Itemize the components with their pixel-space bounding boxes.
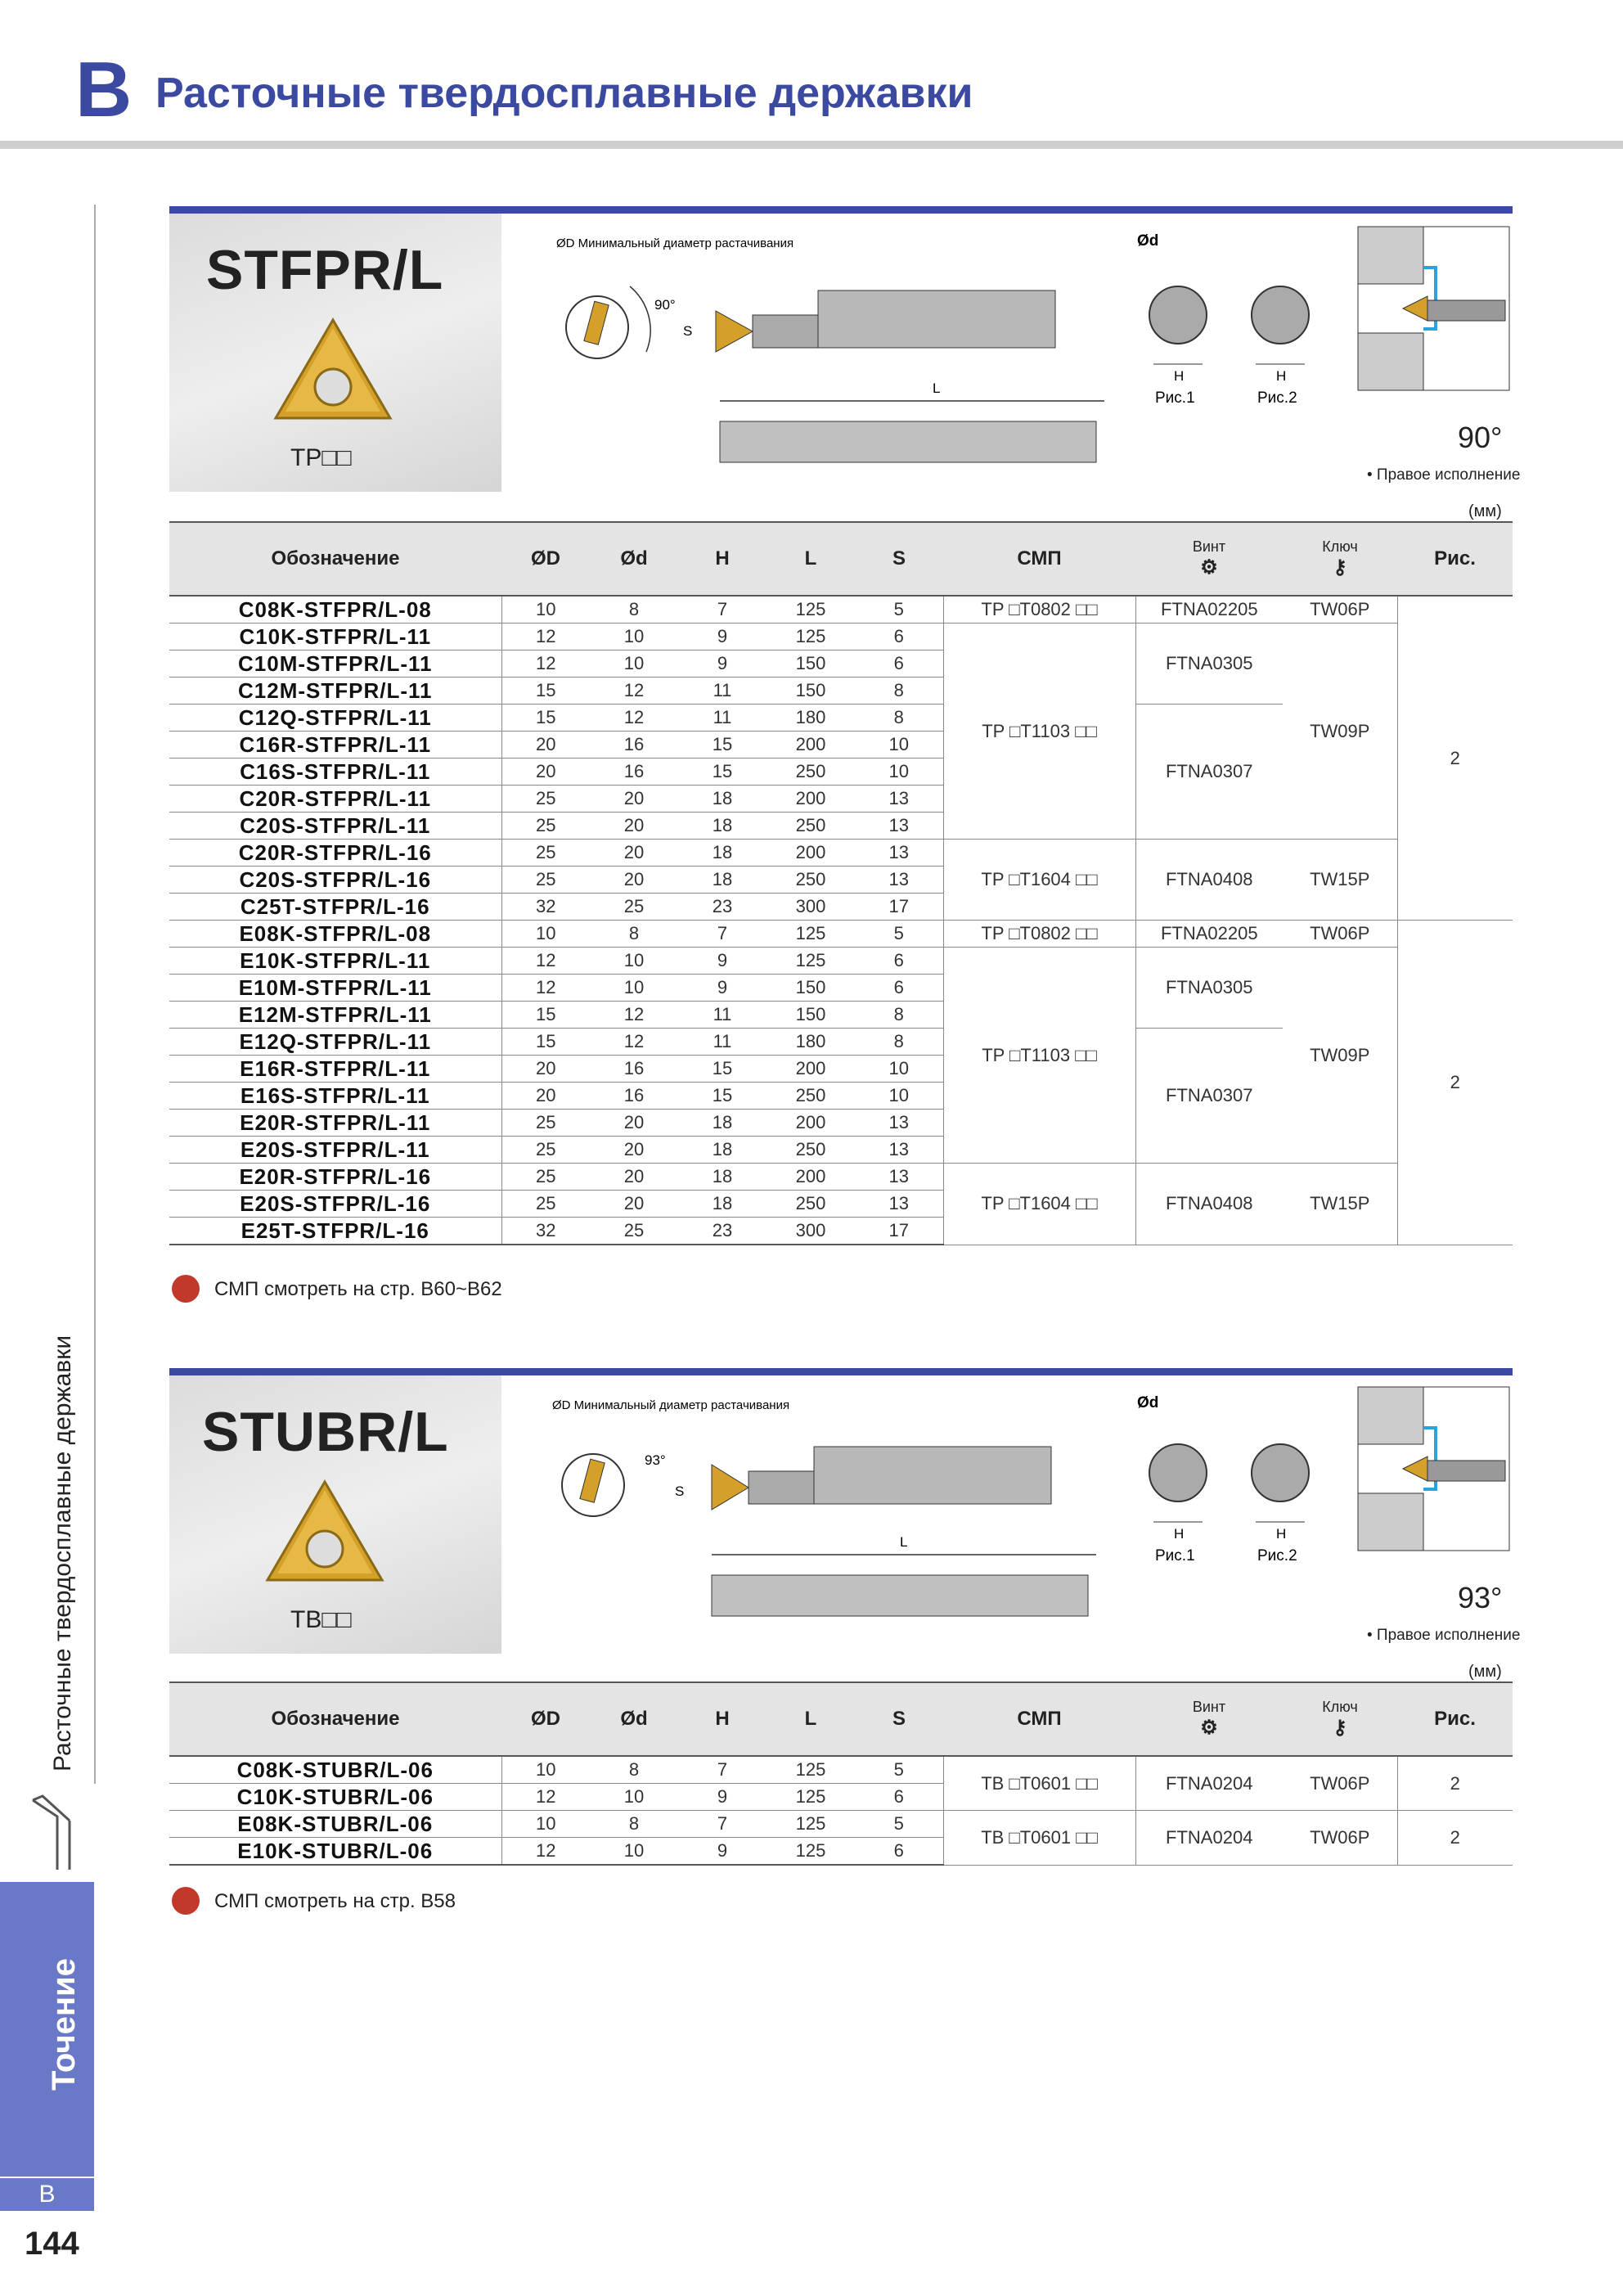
value-cell: 17 <box>855 1218 943 1245</box>
code-cell: C25T-STFPR/L-16 <box>169 894 501 921</box>
code-cell: E10K-STFPR/L-11 <box>169 948 501 975</box>
value-cell: 250 <box>767 867 855 894</box>
screw-cell: FTNA0408 <box>1135 840 1283 921</box>
value-cell: 150 <box>767 1002 855 1029</box>
value-cell: 20 <box>501 1056 590 1083</box>
col-H: H <box>678 522 767 596</box>
value-cell: 25 <box>501 1110 590 1137</box>
value-cell: 200 <box>767 1110 855 1137</box>
code-cell: E20R-STFPR/L-11 <box>169 1110 501 1137</box>
value-cell: 23 <box>678 894 767 921</box>
code-cell: E10M-STFPR/L-11 <box>169 975 501 1002</box>
col-L: L <box>767 522 855 596</box>
value-cell: 17 <box>855 894 943 921</box>
code-cell: C20S-STFPR/L-16 <box>169 867 501 894</box>
screw-icon: ⚙ <box>1200 1717 1218 1739</box>
value-cell: 10 <box>501 921 590 948</box>
key-cell: TW06P <box>1283 1811 1397 1866</box>
value-cell: 250 <box>767 1137 855 1164</box>
key-cell: TW15P <box>1283 1164 1397 1245</box>
col-D: ØD <box>501 1682 590 1756</box>
col-key: Ключ ⚷ <box>1283 1682 1397 1756</box>
value-cell: 250 <box>767 759 855 786</box>
value-cell: 11 <box>678 705 767 732</box>
unit-label: (мм) <box>1468 1663 1502 1681</box>
value-cell: 200 <box>767 1164 855 1191</box>
value-cell: 25 <box>501 1137 590 1164</box>
key-cell: TW09P <box>1283 948 1397 1164</box>
angle-label: 90° <box>654 297 676 313</box>
boring-tool-icon <box>25 1792 82 1874</box>
side-letter: B <box>38 2181 56 2208</box>
value-cell: 25 <box>590 1218 678 1245</box>
value-cell: 200 <box>767 732 855 759</box>
smp-cell: TB □T0601 □□ <box>943 1811 1135 1866</box>
h-label: H <box>1174 1526 1185 1542</box>
value-cell: 200 <box>767 840 855 867</box>
info-icon <box>172 1275 200 1303</box>
code-cell: C10K-STFPR/L-11 <box>169 624 501 651</box>
note: СМП смотреть на стр. B58 <box>214 1890 456 1912</box>
screw-cell: FTNA0408 <box>1135 1164 1283 1245</box>
side-tab-label: Точение <box>46 1958 82 2091</box>
code-cell: C16R-STFPR/L-11 <box>169 732 501 759</box>
fig-cell: 2 <box>1397 1756 1513 1811</box>
hand-note: • Правое исполнение <box>1367 1627 1521 1644</box>
value-cell: 20 <box>590 786 678 813</box>
code-cell: E10K-STUBR/L-06 <box>169 1838 501 1866</box>
fig1-label: Рис.1 <box>1155 1547 1195 1564</box>
code-cell: E12M-STFPR/L-11 <box>169 1002 501 1029</box>
fig1-label: Рис.1 <box>1155 389 1195 407</box>
tool-dimension-diagram <box>548 1383 1121 1628</box>
col-code: Обозначение <box>169 1682 501 1756</box>
code-cell: E25T-STFPR/L-16 <box>169 1218 501 1245</box>
col-d: Ød <box>590 522 678 596</box>
machining-diagram <box>1354 223 1513 394</box>
value-cell: 25 <box>501 867 590 894</box>
value-cell: 20 <box>501 732 590 759</box>
fig2-label: Рис.2 <box>1257 389 1297 407</box>
insert-label: TB□□ <box>290 1606 352 1633</box>
value-cell: 250 <box>767 1191 855 1218</box>
screw-cell: FTNA0204 <box>1135 1811 1283 1866</box>
code-cell: C10K-STUBR/L-06 <box>169 1784 501 1811</box>
value-cell: 25 <box>501 840 590 867</box>
l-label: L <box>900 1534 908 1550</box>
header-rule <box>0 141 1623 149</box>
angle-value: 90° <box>1458 421 1503 454</box>
value-cell: 16 <box>590 1083 678 1110</box>
value-cell: 25 <box>501 1164 590 1191</box>
angle-value: 93° <box>1458 1581 1503 1614</box>
smp-cell: TB □T0601 □□ <box>943 1756 1135 1811</box>
code-cell: C16S-STFPR/L-11 <box>169 759 501 786</box>
table-row <box>169 1756 1513 1784</box>
screw-cell: FTNA02205 <box>1135 921 1283 948</box>
side-divider <box>94 205 96 1784</box>
value-cell: 16 <box>590 1056 678 1083</box>
value-cell: 15 <box>501 705 590 732</box>
value-cell: 32 <box>501 1218 590 1245</box>
value-cell: 200 <box>767 1056 855 1083</box>
value-cell: 18 <box>678 1191 767 1218</box>
fig-cell: 2 <box>1397 596 1513 921</box>
smp-cell: TP □T1604 □□ <box>943 1164 1135 1245</box>
value-cell: 150 <box>767 678 855 705</box>
value-cell: 15 <box>678 1056 767 1083</box>
value-cell: 9 <box>678 651 767 678</box>
value-cell: 10 <box>855 1056 943 1083</box>
page-number: 144 <box>25 2226 79 2262</box>
note: СМП смотреть на стр. B60~B62 <box>214 1278 502 1300</box>
table-row <box>169 921 1513 948</box>
value-cell: 12 <box>501 624 590 651</box>
value-cell: 12 <box>590 1002 678 1029</box>
h-label: H <box>1174 368 1185 384</box>
value-cell: 20 <box>501 1083 590 1110</box>
col-fig: Рис. <box>1397 522 1513 596</box>
value-cell: 6 <box>855 948 943 975</box>
unit-label: (мм) <box>1468 502 1502 520</box>
value-cell: 150 <box>767 975 855 1002</box>
value-cell: 12 <box>501 948 590 975</box>
table-header-row <box>169 1682 1513 1756</box>
value-cell: 13 <box>855 1164 943 1191</box>
value-cell: 10 <box>501 1811 590 1838</box>
value-cell: 5 <box>855 596 943 624</box>
key-cell: TW06P <box>1283 921 1397 948</box>
value-cell: 18 <box>678 1110 767 1137</box>
value-cell: 12 <box>590 705 678 732</box>
screw-cell: FTNA02205 <box>1135 596 1283 624</box>
screw-icon: ⚙ <box>1200 556 1218 579</box>
value-cell: 20 <box>590 1191 678 1218</box>
value-cell: 6 <box>855 1784 943 1811</box>
value-cell: 10 <box>855 732 943 759</box>
value-cell: 13 <box>855 867 943 894</box>
value-cell: 250 <box>767 813 855 840</box>
section-title-panel <box>169 214 501 492</box>
col-d: Ød <box>590 1682 678 1756</box>
value-cell: 13 <box>855 786 943 813</box>
table-header-row <box>169 522 1513 596</box>
h-label: H <box>1276 1526 1287 1542</box>
insert-label: TP□□ <box>290 444 352 471</box>
value-cell: 250 <box>767 1083 855 1110</box>
h-label: H <box>1276 368 1287 384</box>
value-cell: 20 <box>501 759 590 786</box>
col-L: L <box>767 1682 855 1756</box>
code-cell: C08K-STUBR/L-06 <box>169 1756 501 1784</box>
value-cell: 8 <box>590 596 678 624</box>
value-cell: 15 <box>501 1002 590 1029</box>
value-cell: 300 <box>767 894 855 921</box>
value-cell: 18 <box>678 786 767 813</box>
screw-cell: FTNA0204 <box>1135 1756 1283 1811</box>
value-cell: 11 <box>678 678 767 705</box>
min-bore-label: ØD Минимальный диаметр растачивания <box>556 236 794 250</box>
value-cell: 25 <box>501 1191 590 1218</box>
value-cell: 7 <box>678 596 767 624</box>
section-name: STFPR/L <box>206 239 444 301</box>
value-cell: 20 <box>590 1164 678 1191</box>
table-row <box>169 1164 1513 1191</box>
value-cell: 8 <box>590 921 678 948</box>
value-cell: 125 <box>767 1756 855 1784</box>
screw-cell: FTNA0307 <box>1135 1029 1283 1164</box>
code-cell: E16S-STFPR/L-11 <box>169 1083 501 1110</box>
value-cell: 15 <box>501 678 590 705</box>
value-cell: 6 <box>855 1838 943 1866</box>
value-cell: 10 <box>590 1784 678 1811</box>
value-cell: 7 <box>678 1811 767 1838</box>
value-cell: 10 <box>501 1756 590 1784</box>
value-cell: 13 <box>855 1191 943 1218</box>
section-bar <box>169 206 1513 214</box>
value-cell: 20 <box>590 1110 678 1137</box>
value-cell: 125 <box>767 948 855 975</box>
smp-cell: TP □T1103 □□ <box>943 624 1135 840</box>
value-cell: 11 <box>678 1029 767 1056</box>
table-row <box>169 1811 1513 1838</box>
screw-cell: FTNA0305 <box>1135 624 1283 705</box>
code-cell: E08K-STFPR/L-08 <box>169 921 501 948</box>
value-cell: 18 <box>678 813 767 840</box>
value-cell: 9 <box>678 1784 767 1811</box>
fig-cell: 2 <box>1397 1811 1513 1866</box>
table-row <box>169 596 1513 624</box>
screw-cell: FTNA0307 <box>1135 705 1283 840</box>
value-cell: 20 <box>590 1137 678 1164</box>
table-row <box>169 624 1513 651</box>
value-cell: 12 <box>501 1784 590 1811</box>
value-cell: 10 <box>590 975 678 1002</box>
value-cell: 20 <box>590 840 678 867</box>
l-label: L <box>933 380 941 396</box>
s-label: S <box>675 1483 685 1499</box>
s-label: S <box>683 323 693 339</box>
value-cell: 180 <box>767 1029 855 1056</box>
value-cell: 7 <box>678 1756 767 1784</box>
col-key: Ключ ⚷ <box>1283 522 1397 596</box>
key-cell: TW15P <box>1283 840 1397 921</box>
insert-icon <box>259 1474 390 1596</box>
value-cell: 9 <box>678 948 767 975</box>
value-cell: 9 <box>678 1838 767 1866</box>
value-cell: 8 <box>855 678 943 705</box>
value-cell: 300 <box>767 1218 855 1245</box>
table-row <box>169 948 1513 975</box>
key-icon: ⚷ <box>1333 1717 1347 1739</box>
machining-diagram <box>1354 1383 1513 1555</box>
col-screw: Винт ⚙ <box>1135 1682 1283 1756</box>
col-fig: Рис. <box>1397 1682 1513 1756</box>
code-cell: C20R-STFPR/L-11 <box>169 786 501 813</box>
value-cell: 18 <box>678 1164 767 1191</box>
d-label: Ød <box>1137 232 1159 250</box>
col-screw: Винт ⚙ <box>1135 522 1283 596</box>
value-cell: 25 <box>590 894 678 921</box>
value-cell: 13 <box>855 813 943 840</box>
value-cell: 15 <box>678 732 767 759</box>
value-cell: 125 <box>767 596 855 624</box>
code-cell: E20S-STFPR/L-11 <box>169 1137 501 1164</box>
value-cell: 10 <box>855 759 943 786</box>
value-cell: 20 <box>590 867 678 894</box>
value-cell: 16 <box>590 732 678 759</box>
fig2-label: Рис.2 <box>1257 1547 1297 1564</box>
code-cell: C12M-STFPR/L-11 <box>169 678 501 705</box>
value-cell: 16 <box>590 759 678 786</box>
value-cell: 125 <box>767 1811 855 1838</box>
code-cell: C12Q-STFPR/L-11 <box>169 705 501 732</box>
value-cell: 5 <box>855 1811 943 1838</box>
value-cell: 20 <box>590 813 678 840</box>
smp-cell: TP □T0802 □□ <box>943 596 1135 624</box>
d-label: Ød <box>1137 1394 1159 1411</box>
code-cell: E20S-STFPR/L-16 <box>169 1191 501 1218</box>
value-cell: 13 <box>855 1137 943 1164</box>
value-cell: 13 <box>855 1110 943 1137</box>
value-cell: 10 <box>590 624 678 651</box>
col-S: S <box>855 1682 943 1756</box>
section-title-panel <box>169 1375 501 1654</box>
value-cell: 18 <box>678 840 767 867</box>
code-cell: E08K-STUBR/L-06 <box>169 1811 501 1838</box>
value-cell: 15 <box>678 1083 767 1110</box>
value-cell: 125 <box>767 1784 855 1811</box>
page-title: Расточные твердосплавные державки <box>155 70 973 117</box>
value-cell: 23 <box>678 1218 767 1245</box>
code-cell: E12Q-STFPR/L-11 <box>169 1029 501 1056</box>
insert-icon <box>268 312 398 434</box>
smp-cell: TP □T0802 □□ <box>943 921 1135 948</box>
value-cell: 10 <box>590 948 678 975</box>
value-cell: 10 <box>590 1838 678 1866</box>
value-cell: 8 <box>590 1756 678 1784</box>
spec-table <box>169 521 1513 1245</box>
value-cell: 12 <box>501 1838 590 1866</box>
value-cell: 7 <box>678 921 767 948</box>
value-cell: 9 <box>678 975 767 1002</box>
value-cell: 5 <box>855 921 943 948</box>
value-cell: 12 <box>590 1029 678 1056</box>
value-cell: 6 <box>855 975 943 1002</box>
smp-cell: TP □T1103 □□ <box>943 948 1135 1164</box>
value-cell: 12 <box>590 678 678 705</box>
section-view-diagram <box>1137 1391 1333 1579</box>
col-code: Обозначение <box>169 522 501 596</box>
value-cell: 180 <box>767 705 855 732</box>
chapter-letter: B <box>75 46 133 133</box>
side-section-label: Расточные твердосплавные державки <box>49 1335 76 1772</box>
value-cell: 12 <box>501 651 590 678</box>
code-cell: C20S-STFPR/L-11 <box>169 813 501 840</box>
value-cell: 8 <box>855 705 943 732</box>
value-cell: 6 <box>855 651 943 678</box>
info-icon <box>172 1887 200 1915</box>
key-icon: ⚷ <box>1333 556 1347 579</box>
code-cell: E20R-STFPR/L-16 <box>169 1164 501 1191</box>
value-cell: 25 <box>501 786 590 813</box>
value-cell: 10 <box>590 651 678 678</box>
col-S: S <box>855 522 943 596</box>
value-cell: 10 <box>855 1083 943 1110</box>
value-cell: 18 <box>678 1137 767 1164</box>
section-view-diagram <box>1137 229 1333 417</box>
code-cell: C20R-STFPR/L-16 <box>169 840 501 867</box>
col-smp: СМП <box>943 1682 1135 1756</box>
section-bar <box>169 1368 1513 1375</box>
value-cell: 13 <box>855 840 943 867</box>
fig-cell: 2 <box>1397 921 1513 1245</box>
value-cell: 9 <box>678 624 767 651</box>
value-cell: 15 <box>678 759 767 786</box>
value-cell: 8 <box>590 1811 678 1838</box>
value-cell: 200 <box>767 786 855 813</box>
value-cell: 18 <box>678 867 767 894</box>
value-cell: 10 <box>501 596 590 624</box>
col-H: H <box>678 1682 767 1756</box>
value-cell: 125 <box>767 1838 855 1866</box>
value-cell: 8 <box>855 1002 943 1029</box>
key-cell: TW09P <box>1283 624 1397 840</box>
value-cell: 125 <box>767 624 855 651</box>
value-cell: 8 <box>855 1029 943 1056</box>
value-cell: 15 <box>501 1029 590 1056</box>
angle-label: 93° <box>645 1452 666 1468</box>
tool-dimension-diagram <box>548 221 1121 466</box>
value-cell: 32 <box>501 894 590 921</box>
spec-table <box>169 1681 1513 1866</box>
key-cell: TW06P <box>1283 1756 1397 1811</box>
value-cell: 150 <box>767 651 855 678</box>
screw-cell: FTNA0305 <box>1135 948 1283 1029</box>
col-D: ØD <box>501 522 590 596</box>
hand-note: • Правое исполнение <box>1367 466 1521 484</box>
value-cell: 6 <box>855 624 943 651</box>
smp-cell: TP □T1604 □□ <box>943 840 1135 921</box>
code-cell: C10M-STFPR/L-11 <box>169 651 501 678</box>
code-cell: C08K-STFPR/L-08 <box>169 596 501 624</box>
section-name: STUBR/L <box>202 1401 449 1463</box>
col-smp: СМП <box>943 522 1135 596</box>
table-row <box>169 840 1513 867</box>
code-cell: E16R-STFPR/L-11 <box>169 1056 501 1083</box>
value-cell: 125 <box>767 921 855 948</box>
key-cell: TW06P <box>1283 596 1397 624</box>
value-cell: 11 <box>678 1002 767 1029</box>
value-cell: 5 <box>855 1756 943 1784</box>
value-cell: 25 <box>501 813 590 840</box>
value-cell: 12 <box>501 975 590 1002</box>
min-bore-label: ØD Минимальный диаметр растачивания <box>552 1398 790 1412</box>
